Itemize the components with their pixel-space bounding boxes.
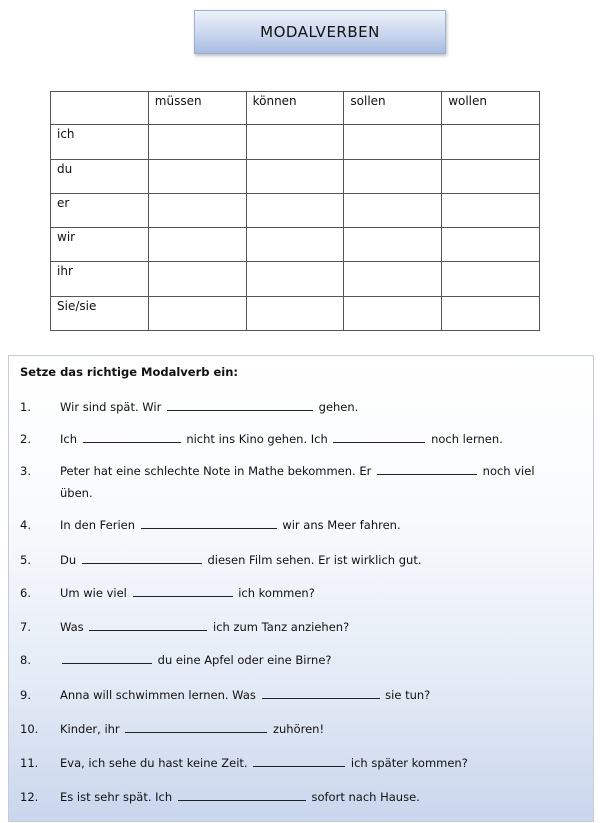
header-koennen: können xyxy=(246,92,344,125)
text-part: üben. xyxy=(60,486,93,500)
answer-cell[interactable] xyxy=(148,193,246,227)
answer-cell[interactable] xyxy=(344,262,442,296)
item-number: 8. xyxy=(20,653,31,667)
text-part: Peter hat eine schlechte Note in Mathe bekommen. Er xyxy=(60,464,372,478)
header-muessen: müssen xyxy=(148,92,246,125)
conjugation-table xyxy=(50,91,540,331)
answer-cell[interactable] xyxy=(148,125,246,159)
answer-blank[interactable] xyxy=(141,517,277,529)
answer-cell[interactable] xyxy=(246,228,344,262)
answer-blank[interactable] xyxy=(133,585,233,597)
answer-blank[interactable] xyxy=(178,789,306,801)
text-part: sofort nach Hause. xyxy=(311,790,420,804)
answer-cell[interactable] xyxy=(442,262,540,296)
answer-cell[interactable] xyxy=(442,159,540,193)
text-part: Um wie viel xyxy=(60,586,127,600)
answer-cell[interactable] xyxy=(442,296,540,330)
item-number: 6. xyxy=(20,586,31,600)
answer-cell[interactable] xyxy=(344,159,442,193)
text-part: In den Ferien xyxy=(60,518,136,532)
answer-blank[interactable] xyxy=(82,552,202,564)
text-part: Eva, ich sehe du hast keine Zeit. xyxy=(60,756,248,770)
answer-blank[interactable] xyxy=(167,399,313,411)
text-part: ich kommen? xyxy=(238,586,315,600)
answer-cell[interactable] xyxy=(442,228,540,262)
item-number: 3. xyxy=(20,464,31,478)
item-number: 2. xyxy=(20,432,31,446)
answer-cell[interactable] xyxy=(246,296,344,330)
answer-cell[interactable] xyxy=(148,228,246,262)
item-number: 1. xyxy=(20,400,31,414)
text-part: Ich xyxy=(60,432,78,446)
answer-cell[interactable] xyxy=(148,296,246,330)
pronoun-cell: Sie/sie xyxy=(51,296,149,330)
table-header-row xyxy=(51,92,540,125)
text-part: Was xyxy=(60,620,84,634)
answer-cell[interactable] xyxy=(246,125,344,159)
table-row xyxy=(51,228,540,262)
answer-cell[interactable] xyxy=(344,193,442,227)
answer-blank[interactable] xyxy=(62,652,152,664)
answer-blank[interactable] xyxy=(377,463,477,475)
text-part: noch viel xyxy=(482,464,535,478)
header-wollen: wollen xyxy=(442,92,540,125)
text-part: Anna will schwimmen lernen. Was xyxy=(60,688,256,702)
pronoun-cell: ihr xyxy=(51,262,149,296)
item-text xyxy=(60,460,580,504)
text-part: ich zum Tanz anziehen? xyxy=(213,620,350,634)
answer-cell[interactable] xyxy=(344,125,442,159)
answer-cell[interactable] xyxy=(442,125,540,159)
text-part: sie tun? xyxy=(385,688,431,702)
item-text xyxy=(60,718,580,740)
table-row xyxy=(51,159,540,193)
exercise-box xyxy=(8,355,594,822)
text-part: wir ans Meer fahren. xyxy=(282,518,401,532)
item-text xyxy=(60,549,580,571)
table-row xyxy=(51,125,540,159)
answer-blank[interactable] xyxy=(333,431,425,443)
item-text xyxy=(60,684,580,706)
header-sollen: sollen xyxy=(344,92,442,125)
table-row xyxy=(51,193,540,227)
worksheet-title: MODALVERBEN xyxy=(194,10,446,54)
text-part: Du xyxy=(60,553,77,567)
text-part: du eine Apfel oder eine Birne? xyxy=(157,653,332,667)
item-text xyxy=(60,428,580,450)
answer-cell[interactable] xyxy=(442,193,540,227)
pronoun-cell: du xyxy=(51,159,149,193)
text-part: zuhören! xyxy=(272,722,325,736)
item-number: 10. xyxy=(20,722,39,736)
item-text xyxy=(60,616,580,638)
corner-cell xyxy=(51,92,149,125)
item-text xyxy=(60,786,580,808)
answer-cell[interactable] xyxy=(148,262,246,296)
answer-cell[interactable] xyxy=(344,228,442,262)
answer-cell[interactable] xyxy=(344,296,442,330)
item-number: 12. xyxy=(20,790,39,804)
text-part: Kinder, ihr xyxy=(60,722,120,736)
text-part: noch lernen. xyxy=(431,432,503,446)
item-text xyxy=(60,582,580,604)
table-row xyxy=(51,296,540,330)
pronoun-cell: er xyxy=(51,193,149,227)
pronoun-cell: ich xyxy=(51,125,149,159)
exercise-instruction: Setze das richtige Modalverb ein: xyxy=(20,365,239,379)
text-part: nicht ins Kino gehen. Ich xyxy=(186,432,328,446)
text-part: diesen Film sehen. Er ist wirklich gut. xyxy=(207,553,422,567)
item-text xyxy=(60,514,580,536)
answer-cell[interactable] xyxy=(148,159,246,193)
item-text xyxy=(60,752,580,774)
item-number: 11. xyxy=(20,756,39,770)
answer-cell[interactable] xyxy=(246,262,344,296)
text-part: Es ist sehr spät. Ich xyxy=(60,790,173,804)
answer-blank[interactable] xyxy=(83,431,181,443)
answer-cell[interactable] xyxy=(246,193,344,227)
pronoun-cell: wir xyxy=(51,228,149,262)
answer-blank[interactable] xyxy=(253,755,345,767)
answer-blank[interactable] xyxy=(125,721,267,733)
item-text xyxy=(60,649,580,671)
item-number: 5. xyxy=(20,553,31,567)
item-number: 7. xyxy=(20,620,31,634)
answer-blank[interactable] xyxy=(262,687,380,699)
text-part: ich später kommen? xyxy=(350,756,468,770)
text-part: Wir sind spät. Wir xyxy=(60,400,162,414)
item-number: 9. xyxy=(20,688,31,702)
table-row xyxy=(51,262,540,296)
answer-blank[interactable] xyxy=(89,619,207,631)
answer-cell[interactable] xyxy=(246,159,344,193)
item-text xyxy=(60,396,580,418)
item-number: 4. xyxy=(20,518,31,532)
text-part: gehen. xyxy=(318,400,359,414)
